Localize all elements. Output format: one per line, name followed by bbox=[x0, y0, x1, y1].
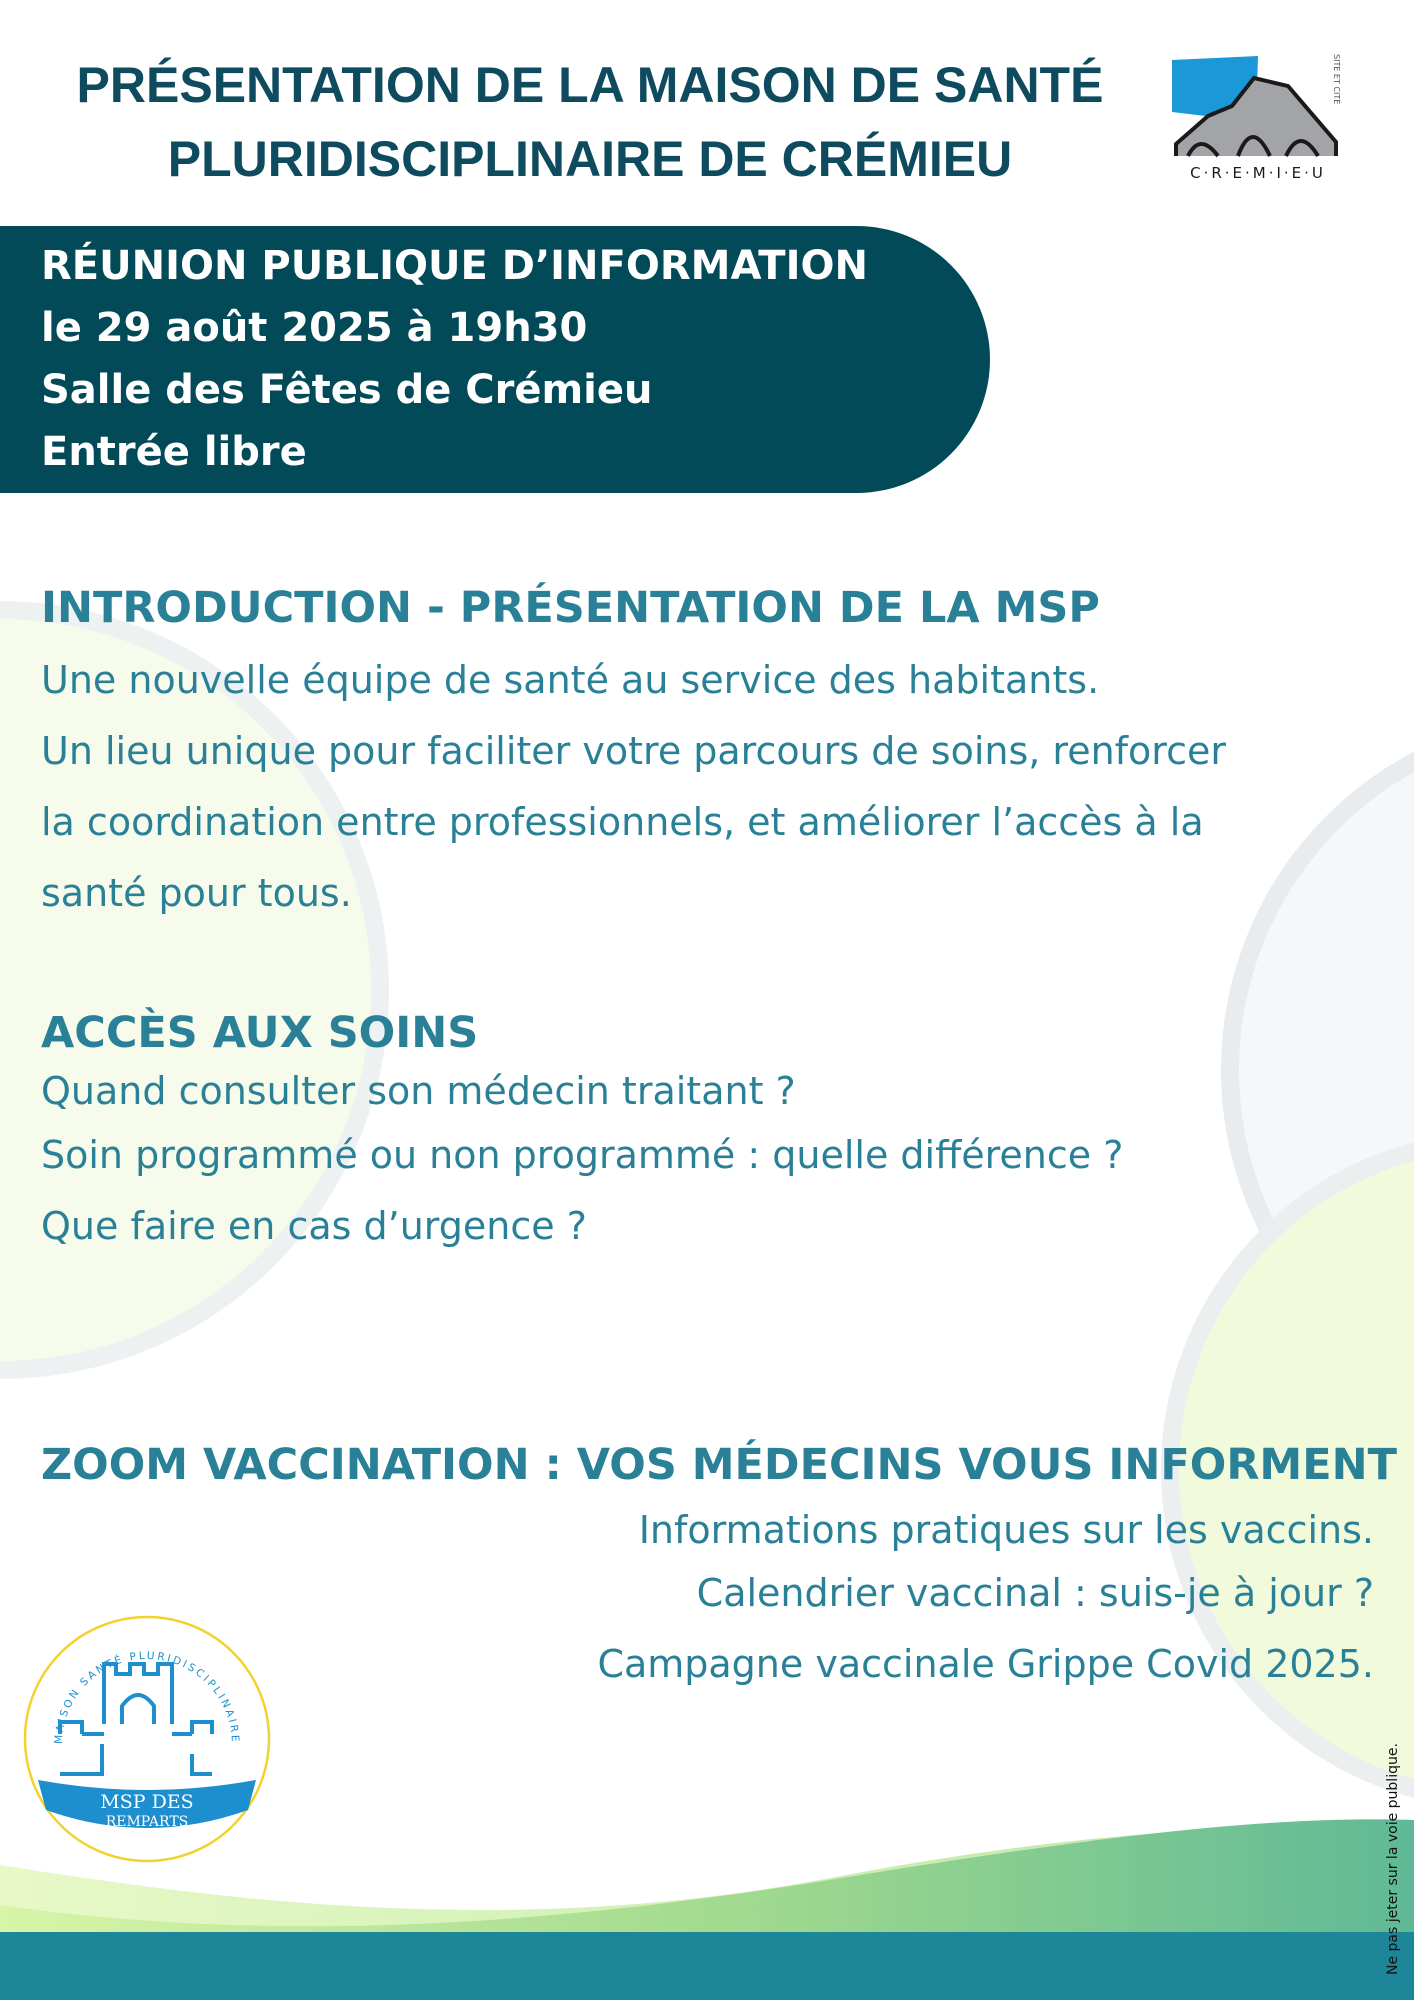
page-title-line1: PRÉSENTATION DE LA MAISON DE SANTÉ bbox=[76, 57, 1104, 113]
cremieu-logo-wordmark: C·R·E·M·I·E·U bbox=[1190, 164, 1326, 182]
cremieu-logo-tagline: SITE ET CITÉ bbox=[1332, 54, 1341, 105]
acces-line: Quand consulter son médecin traitant ? bbox=[41, 1069, 796, 1113]
page-title-line2: PLURIDISCIPLINAIRE DE CRÉMIEU bbox=[167, 131, 1013, 187]
intro-line: Une nouvelle équipe de santé au service des habitants. bbox=[41, 658, 1100, 702]
vaccination-line: Informations pratiques sur les vaccins. bbox=[638, 1508, 1374, 1552]
msp-logo-banner-line1: MSP DES bbox=[100, 1791, 194, 1813]
vaccination-heading: ZOOM VACCINATION : VOS MÉDECINS VOUS INFORMENT bbox=[41, 1440, 1397, 1490]
acces-line: Soin programmé ou non programmé : quelle différence ? bbox=[41, 1133, 1124, 1177]
msp-logo-ring-text: MAISON SANTÉ PLURIDISCIPLINAIRE bbox=[52, 1649, 242, 1745]
intro-heading: INTRODUCTION - PRÉSENTATION DE LA MSP bbox=[41, 583, 1100, 633]
footer-band bbox=[0, 1932, 1414, 2000]
cremieu-logo bbox=[1168, 52, 1348, 182]
msp-logo bbox=[22, 1614, 272, 1864]
acces-line: Que faire en cas d’urgence ? bbox=[41, 1204, 587, 1248]
intro-line: la coordination entre professionnels, et améliorer l’accès à la bbox=[41, 800, 1204, 844]
bg-circle-left bbox=[0, 610, 380, 1370]
event-date: le 29 août 2025 à 19h30 bbox=[41, 305, 588, 351]
event-admission: Entrée libre bbox=[41, 429, 307, 475]
event-location: Salle des Fêtes de Crémieu bbox=[41, 367, 653, 413]
event-info-banner bbox=[0, 226, 990, 493]
intro-line: Un lieu unique pour faciliter votre parcours de soins, renforcer bbox=[41, 729, 1226, 773]
msp-logo-banner-line2: REMPARTS bbox=[105, 1814, 189, 1830]
event-title: RÉUNION PUBLIQUE D’INFORMATION bbox=[41, 243, 868, 289]
page-title bbox=[20, 48, 1160, 196]
vaccination-line: Calendrier vaccinal : suis-je à jour ? bbox=[696, 1571, 1374, 1615]
acces-heading: ACCÈS AUX SOINS bbox=[41, 1008, 479, 1058]
litter-disclaimer: Ne pas jeter sur la voie publique. bbox=[1385, 1743, 1401, 1975]
vaccination-line: Campagne vaccinale Grippe Covid 2025. bbox=[597, 1642, 1374, 1686]
intro-line: santé pour tous. bbox=[41, 871, 352, 915]
